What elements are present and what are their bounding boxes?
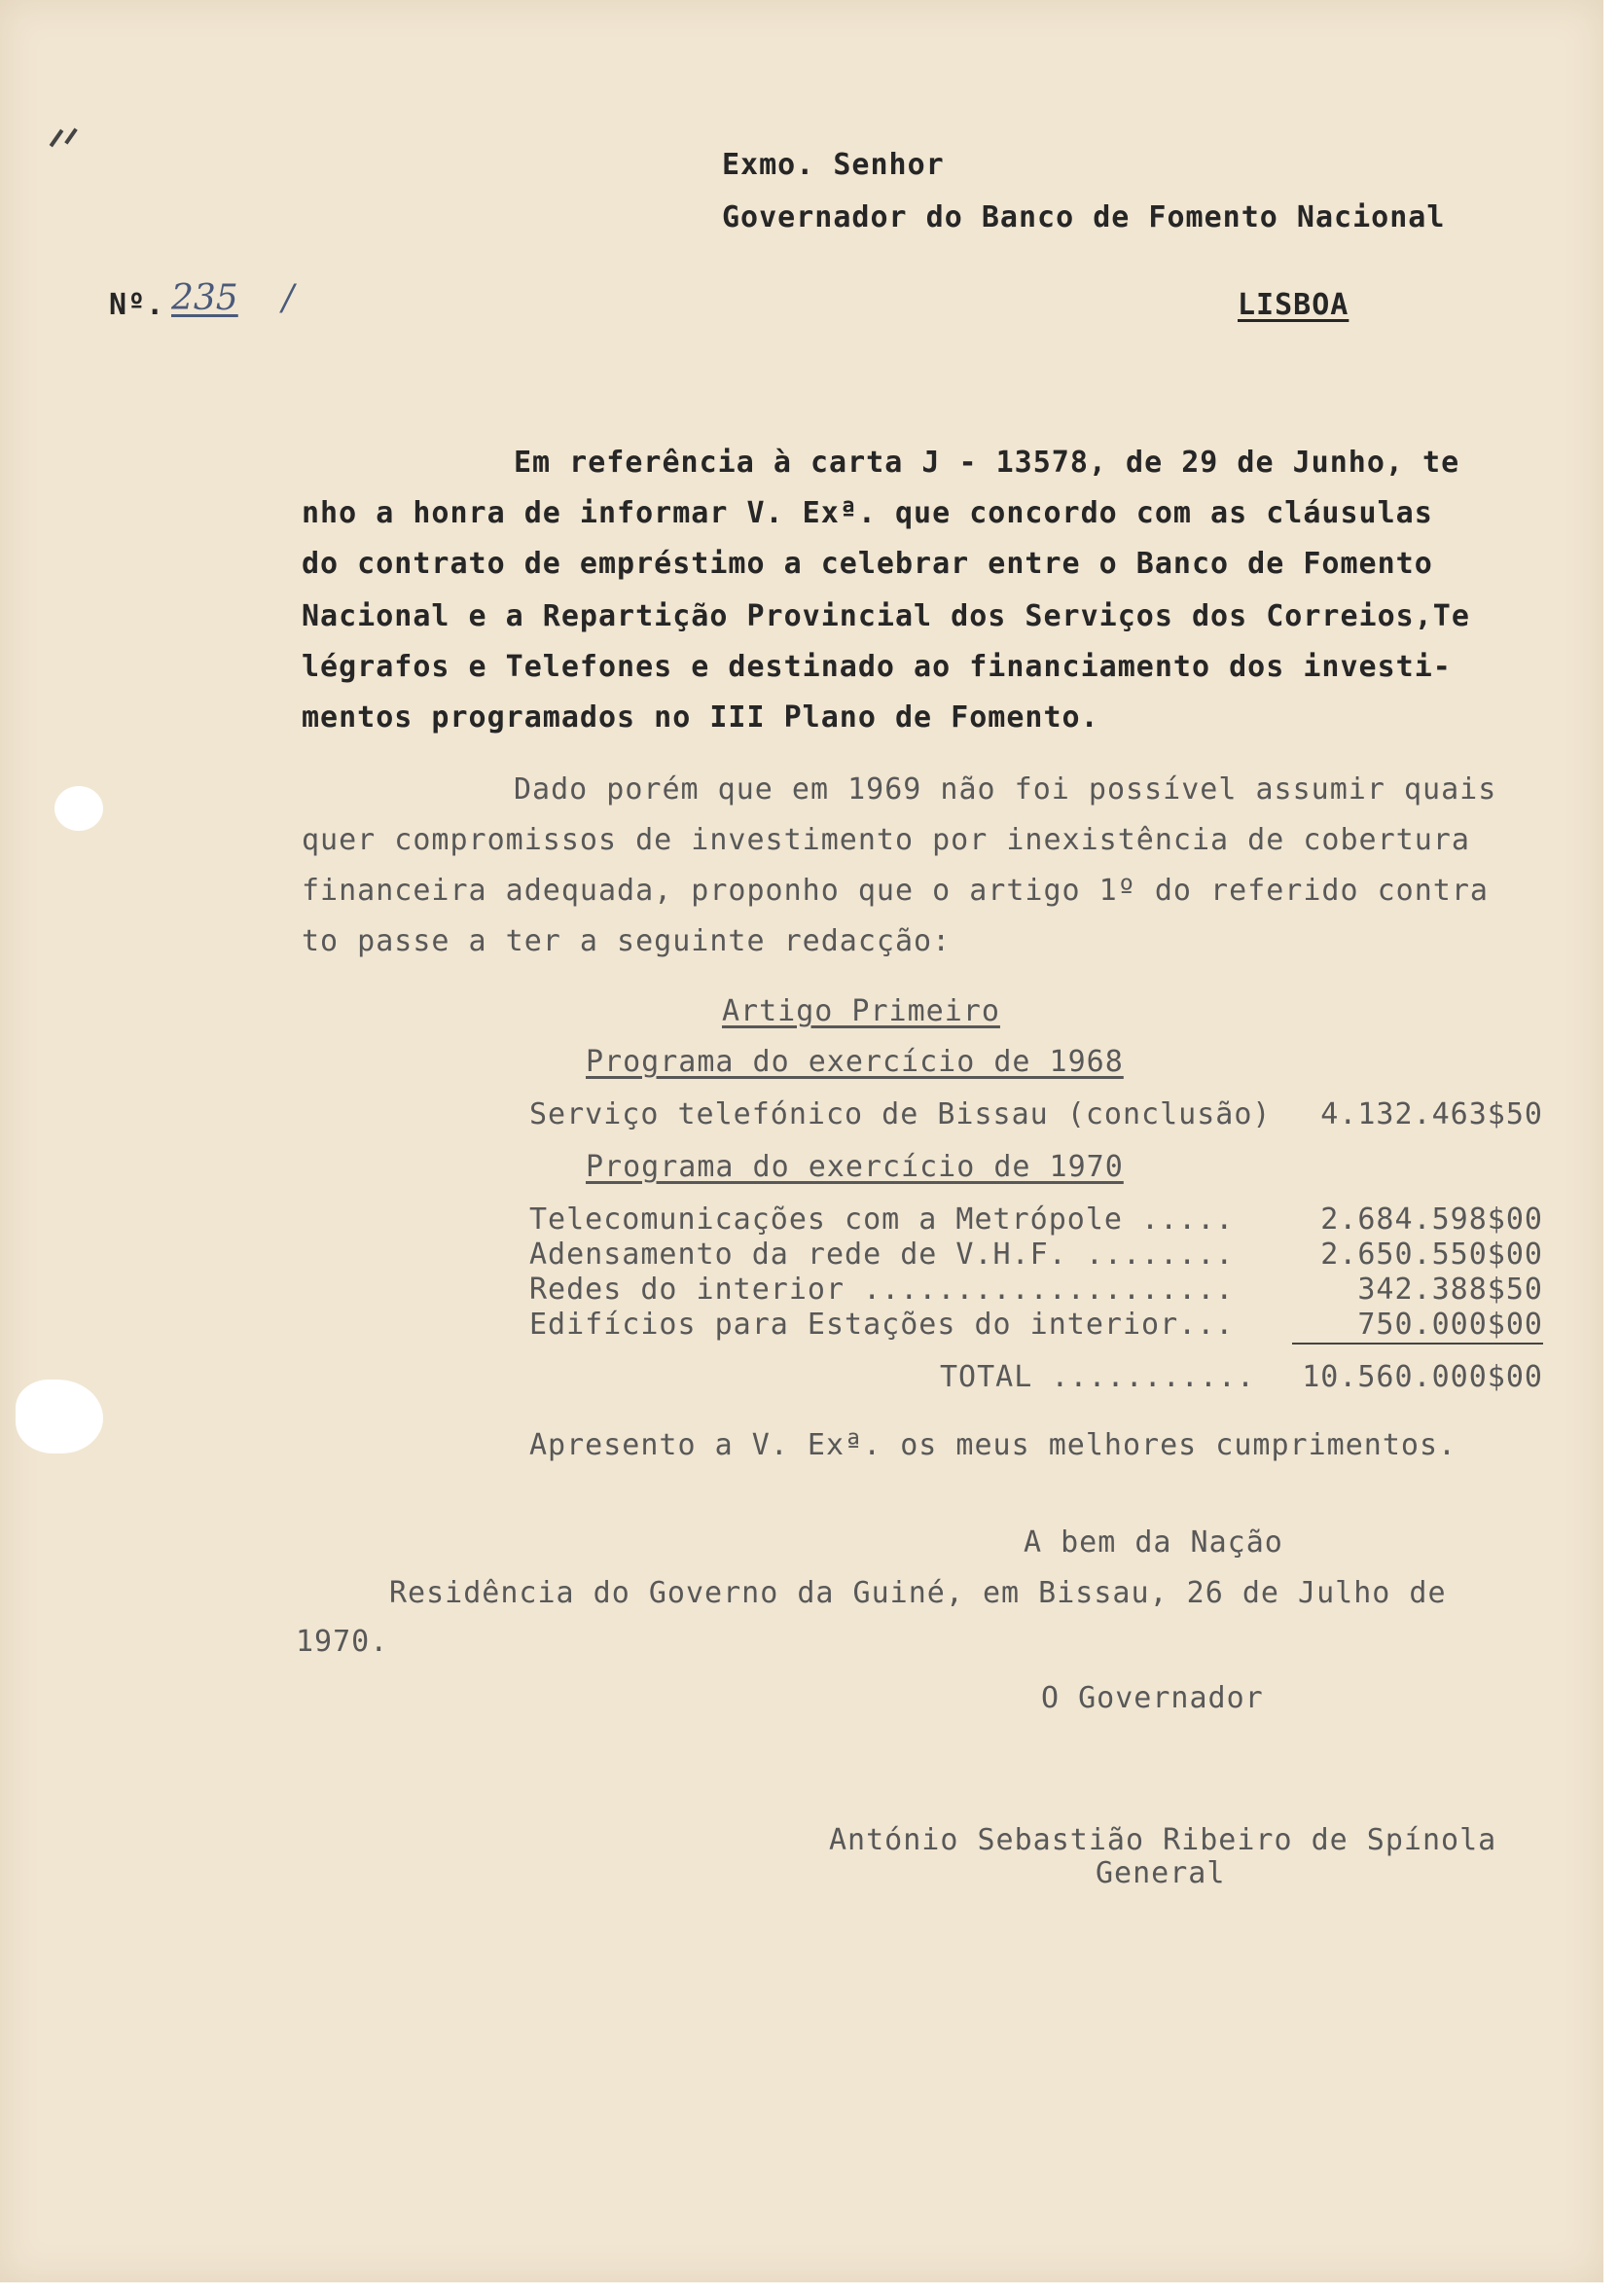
program-1970-heading: Programa do exercício de 1970 (586, 1150, 1124, 1184)
punch-hole (54, 786, 103, 831)
program-1970-item-amount: 2.650.550$00 (1320, 1238, 1543, 1272)
program-1968-heading: Programa do exercício de 1968 (586, 1045, 1124, 1079)
pencil-mark (50, 129, 64, 148)
article-heading: Artigo Primeiro (722, 994, 1000, 1028)
p1-line-5: légrafos e Telefones e destinado ao financiamento dos investi- (302, 650, 1452, 684)
signatory-role: O Governador (1041, 1681, 1264, 1715)
signatory-rank: General (1096, 1856, 1226, 1890)
pencil-mark (64, 127, 78, 144)
program-1970-item-label: Edifícios para Estações do interior... (529, 1308, 1235, 1342)
punch-hole-torn (16, 1380, 103, 1453)
place-date-line-1: Residência do Governo da Guiné, em Bissau, 26 de Julho de (389, 1576, 1447, 1610)
total-label: TOTAL ........... (939, 1360, 1255, 1394)
program-1970-item-amount: 342.388$50 (1357, 1273, 1543, 1307)
total-amount: 10.560.000$00 (1302, 1360, 1543, 1394)
addressee-salutation: Exmo. Senhor (722, 148, 945, 182)
program-1968-item-label: Serviço telefónico de Bissau (conclusão) (529, 1097, 1272, 1131)
program-1970-item-label: Adensamento da rede de V.H.F. ........ (529, 1238, 1235, 1272)
closing-motto: A bem da Nação (1024, 1525, 1283, 1560)
p2-line-4: to passe a ter a seguinte redacção: (302, 924, 952, 958)
addressee-title: Governador do Banco de Fomento Nacional (722, 200, 1446, 234)
p1-line-6: mentos programados no III Plano de Fomento. (302, 700, 1099, 735)
p1-line-1: Em referência à carta J - 13578, de 29 de Junho, te (514, 446, 1460, 480)
page-edge-bottom (0, 2282, 1619, 2296)
addressee-city: LISBOA (1238, 288, 1349, 322)
program-1970-item-amount: 750.000$00 (1357, 1308, 1543, 1342)
reference-label: Nº. (109, 288, 165, 322)
p2-line-1: Dado porém que em 1969 não foi possível assumir quais (514, 772, 1497, 807)
closing-greeting: Apresento a V. Exª. os meus melhores cumprimentos. (529, 1428, 1457, 1462)
program-1968-item-amount: 4.132.463$50 (1320, 1097, 1543, 1131)
program-1970-item-amount: 2.684.598$00 (1320, 1202, 1543, 1237)
program-1970-item-label: Telecomunicações com a Metrópole ..... (529, 1202, 1235, 1237)
reference-slash: / (282, 278, 295, 318)
program-1970-item-label: Redes do interior .................... (529, 1273, 1235, 1307)
place-date-line-2: 1970. (296, 1625, 389, 1659)
p1-line-4: Nacional e a Repartição Provincial dos Serviços dos Correios,Te (302, 599, 1470, 633)
page-edge (1603, 0, 1619, 2296)
subtotal-underline (1292, 1343, 1543, 1345)
reference-number-handwritten: 235 (171, 278, 238, 318)
p2-line-3: financeira adequada, proponho que o artigo 1º do referido contra (302, 874, 1489, 908)
p1-line-2: nho a honra de informar V. Exª. que concordo com as cláusulas (302, 496, 1433, 530)
p2-line-2: quer compromissos de investimento por inexistência de cobertura (302, 823, 1470, 857)
signatory-name: António Sebastião Ribeiro de Spínola (829, 1823, 1497, 1857)
p1-line-3: do contrato de empréstimo a celebrar entre o Banco de Fomento (302, 547, 1433, 581)
